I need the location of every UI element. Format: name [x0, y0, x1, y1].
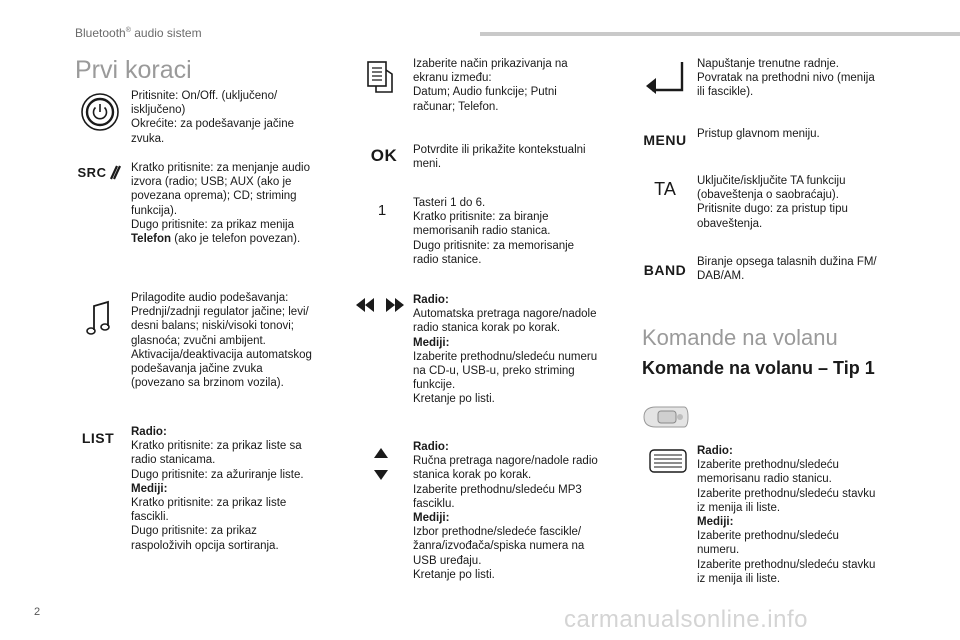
running-header: Bluetooth® audio sistem: [75, 26, 202, 40]
display-mode-icon: [366, 60, 396, 96]
steering-controls-title: Komande na volanu: [642, 325, 838, 350]
display-mode-description: Izaberite način prikazivanja na ekranu između: Datum; Audio funkcije; Putni računar; Telefon.: [413, 58, 568, 113]
ok-key-label: OK: [370, 146, 398, 165]
manual-search-description: Radio: Ručna pretraga nagore/nadole radio stanica korak po korak. Izaberite prethodnu/sledeću MP3 fasciklu. Mediji: Izbor prethodne/sledeće fascikle/ žanra/izvođača/spiska numera na USB uređaju. Kretanje po listi.: [413, 441, 598, 581]
number-key-icon: [372, 200, 392, 220]
list-description: Radio: Kratko pritisnite: za prikaz liste sa radio stanicama. Dugo pritisnite: za ažuriranje liste. Mediji: Kratko pritisnite: za prikaz liste fascikli. Dugo pritisnite: za prikaz raspoloživih opcija sortiranja.: [131, 426, 304, 552]
menu-key-label: MENU: [643, 132, 687, 148]
menu-key-icon: [640, 130, 690, 150]
back-arrow-icon: [644, 60, 686, 96]
src-description: Kratko pritisnite: za menjanje audio izvora (radio; USB; AUX (ako je povezana oprema); CD; striming funkcija). Dugo pritisnite: za prikaz menija Telefon (ako je telefon povezan).: [131, 162, 310, 246]
header-rule: [480, 32, 960, 36]
page-number: 2: [34, 606, 41, 618]
ok-key-icon: [366, 145, 402, 167]
up-down-arrows-icon: [373, 448, 389, 480]
power-icon: [80, 92, 120, 132]
section-title: Prvi koraci: [75, 56, 192, 84]
seek-description: Radio: Automatska pretraga nagore/nadole radio stanica korak po korak. Mediji: Izaberite prethodnu/sledeću numeru na CD-u, USB-u, preko striming funkcije. Kretanje po listi.: [413, 294, 598, 406]
steering-controls-subtitle: Komande na volanu – Tip 1: [642, 358, 875, 378]
power-description: Pritisnite: On/Off. (uključeno/ isključeno) Okrećite: za podešavanje jačine zvuka.: [131, 90, 295, 145]
src-key-label: SRC: [77, 164, 107, 180]
src-phone-icon: [76, 162, 124, 182]
preset-description: Tasteri 1 do 6. Kratko pritisnite: za biranje memorisanih radio stanica. Dugo pritisnite: za memorisanje radio stanice.: [413, 197, 575, 266]
ta-key-icon: [650, 178, 680, 200]
wheel-thumbwheel-icon: [648, 448, 688, 474]
ta-key-label: TA: [654, 178, 676, 199]
watermark-footer: carmanualsonline.info: [564, 606, 808, 633]
seek-arrows-icon: [356, 296, 404, 314]
music-note-icon: [86, 300, 112, 340]
band-description: Biranje opsega talasnih dužina FM/ DAB/AM.: [697, 256, 877, 283]
band-key-icon: [640, 260, 690, 280]
band-key-label: BAND: [643, 262, 687, 278]
list-key-label: LIST: [81, 430, 115, 446]
list-key-icon: [78, 428, 118, 448]
thumbwheel-description: Radio: Izaberite prethodnu/sledeću memorisanu radio stanicu. Izaberite prethodnu/sledeću stavku iz menija ili liste. Mediji: Izaberite prethodnu/sledeću numeru. Izaberite prethodnu/sledeću stavku iz menija ili liste.: [697, 445, 876, 585]
number-key-label: 1: [377, 201, 387, 219]
steering-control-illustration: [640, 403, 690, 431]
ok-description: Potvrdite ili prikažite kontekstualni meni.: [413, 144, 586, 171]
audio-settings-description: Prilagodite audio podešavanja: Prednji/zadnji regulator jačine; levi/ desni balans; niski/visoki tonovi; glasnoća; zvučni ambijent. Aktivacija/deaktivacija automatskog podešavanja jačine zvuka (povezano sa brzinom vozila).: [131, 292, 312, 390]
menu-description: Pristup glavnom meniju.: [697, 128, 820, 140]
ta-description: Uključite/isključite TA funkciju (obaveštenja o saobraćaju). Pritisnite dugo: za pristup tipu obaveštenja.: [697, 175, 848, 230]
back-description: Napuštanje trenutne radnje. Povratak na prethodni nivo (menija ili fascikle).: [697, 58, 875, 99]
